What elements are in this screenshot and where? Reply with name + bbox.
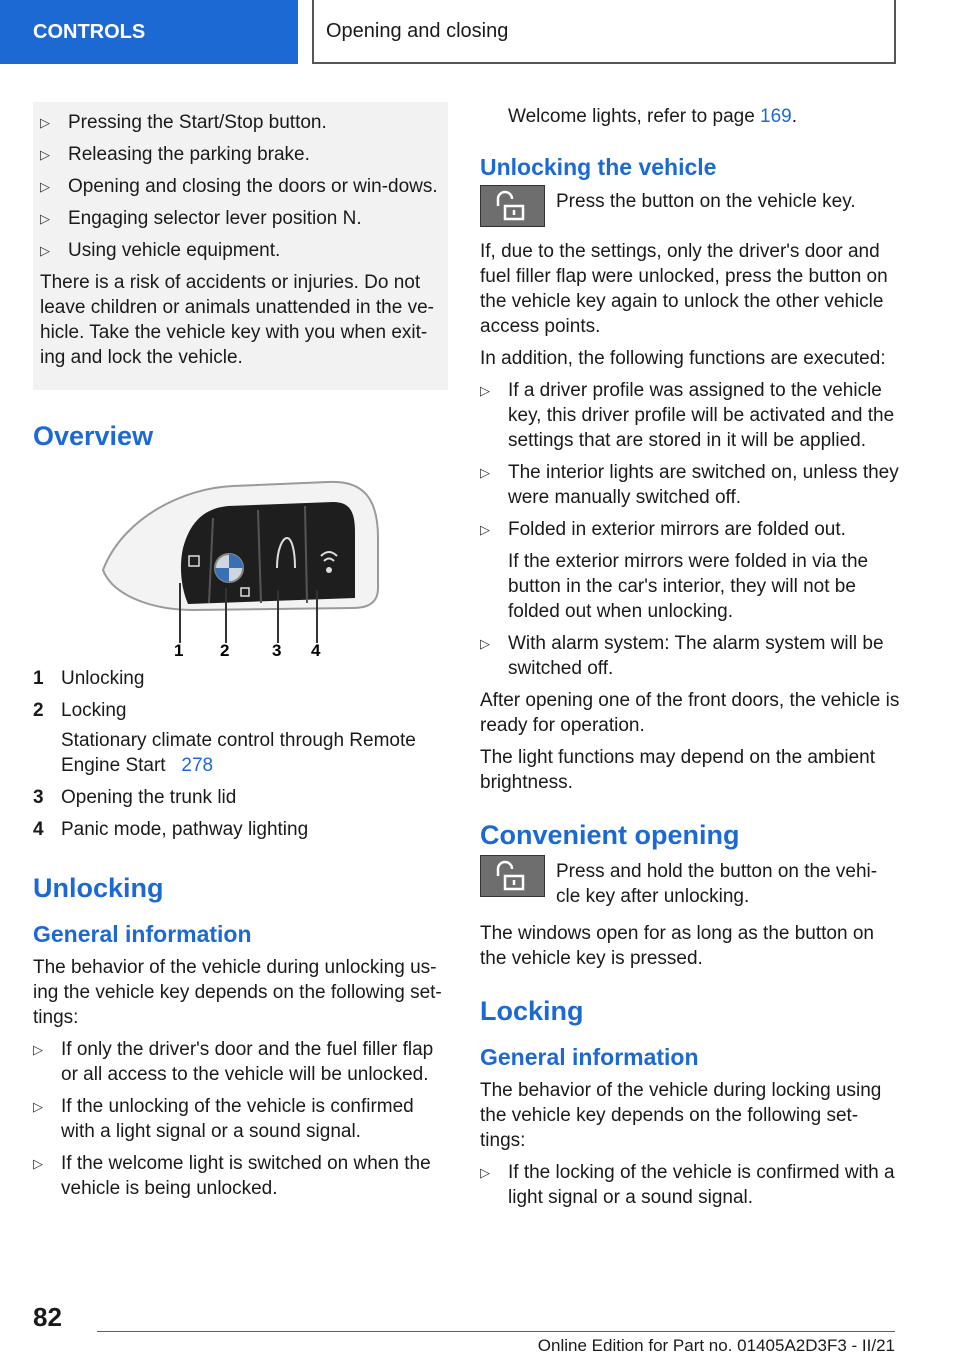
triangle-right-icon: ▷ [480, 522, 490, 537]
left-column [33, 102, 448, 1208]
triangle-right-icon: ▷ [40, 147, 50, 162]
unlock-icon [480, 855, 545, 897]
warning-list [40, 110, 440, 263]
locking-heading: Locking [480, 996, 584, 1026]
section-label: CONTROLS [33, 20, 146, 43]
key-legend [33, 666, 448, 842]
locking-info-heading: General information [480, 1044, 699, 1070]
page-number: 82 [33, 1302, 62, 1332]
legend-item: 3 Opening the trunk lid [33, 787, 237, 808]
list-item: ▷ If only the driver's door and the fuel filler flap or all access to the vehicle will be unlocked. [33, 1039, 434, 1085]
section-tab [0, 0, 298, 64]
convenient-instruction [480, 859, 900, 909]
key-label-2: 2 [220, 641, 230, 658]
vehicle-key-illustration [33, 478, 448, 658]
triangle-right-icon: ▷ [480, 636, 490, 651]
warning-box [33, 102, 448, 390]
right-column [480, 102, 900, 1217]
unlocking-heading: Unlocking [33, 873, 164, 903]
locking-info-text: The behavior of the vehicle during locking using the vehicle key depends on the following set-tings: [480, 1080, 882, 1151]
list-item: ▷ With alarm system: The alarm system will be switched off. [480, 633, 884, 679]
triangle-right-icon: ▷ [480, 383, 490, 398]
unlocking-vehicle-heading: Unlocking the vehicle [480, 154, 717, 180]
key-label-3: 3 [272, 641, 282, 658]
welcome-lights-ref: Welcome lights, refer to page 169. [508, 106, 798, 127]
list-item: ▷ Engaging selector lever position N. [40, 208, 362, 229]
after-opening-text: After opening one of the front doors, the vehicle is ready for operation. [480, 690, 900, 736]
triangle-right-icon: ▷ [33, 1042, 43, 1057]
triangle-right-icon: ▷ [33, 1156, 43, 1171]
chapter-title-bar [312, 0, 896, 64]
locking-list [480, 1160, 900, 1210]
chapter-title: Opening and closing [326, 19, 509, 42]
legend-subtext: Stationary climate control through Remote Engine Start 278 [61, 730, 416, 776]
general-info-text: The behavior of the vehicle during unlocking us-ing the vehicle key depends on the following set-tings: [33, 957, 442, 1028]
triangle-right-icon: ▷ [40, 115, 50, 130]
triangle-right-icon: ▷ [40, 243, 50, 258]
list-item: ▷ Using vehicle equipment. [40, 240, 281, 261]
triangle-right-icon: ▷ [40, 211, 50, 226]
list-item: ▷ If the welcome light is switched on when the vehicle is being unlocked. [33, 1153, 431, 1199]
list-item: ▷ Releasing the parking brake. [40, 144, 310, 165]
general-info-heading: General information [33, 921, 252, 947]
key-label-1: 1 [174, 641, 184, 658]
list-item: ▷ If the unlocking of the vehicle is confirmed with a light signal or a sound signal. [33, 1096, 414, 1142]
list-item: ▷ Folded in exterior mirrors are folded out. If the exterior mirrors were folded in via the button in the car's interior, they will not be folded out when unlocking. [480, 517, 900, 624]
footer-edition: Online Edition for Part no. 01405A2D3F3 - II/21 [537, 1336, 895, 1355]
page-reference-link[interactable]: 169 [760, 106, 792, 127]
unlock-press-text: Press the button on the vehicle key. [556, 191, 856, 212]
mirrors-subtext: If the exterior mirrors were folded in via the button in the car's interior, they will not be folded out when unlocking. [508, 551, 869, 622]
page-reference-link[interactable]: 278 [181, 755, 214, 776]
footer-divider [97, 1331, 895, 1332]
convenient-opening-heading: Convenient opening [480, 820, 740, 850]
light-functions-text: The light functions may depend on the ambient brightness. [480, 747, 876, 793]
convenient-press-text: Press and hold the button on the vehi-cle key after unlocking. [556, 861, 878, 907]
list-item: ▷ If the locking of the vehicle is confirmed with a light signal or a sound signal. [480, 1162, 895, 1208]
legend-item: 4 Panic mode, pathway lighting [33, 819, 309, 840]
unlock-functions-list [480, 378, 900, 681]
list-item: ▷ If a driver profile was assigned to the vehicle key, this driver profile will be activated and the settings that are stored in it will be applied. [480, 380, 895, 451]
list-item: ▷ Opening and closing the doors or win-dows. [40, 176, 438, 197]
key-label-4: 4 [311, 641, 321, 658]
legend-item: 2 Locking [33, 700, 127, 721]
legend-item: 1 Unlocking [33, 668, 145, 689]
warning-text: There is a risk of accidents or injuries. Do not leave children or animals unattended in the ve-hicle. Take the vehicle key with you when exit-ing and lock the vehicle. [40, 272, 434, 368]
triangle-right-icon: ▷ [40, 179, 50, 194]
unlock-icon [480, 185, 545, 227]
windows-text: The windows open for as long as the button on the vehicle key is pressed. [480, 923, 874, 969]
triangle-right-icon: ▷ [480, 465, 490, 480]
unlock-functions-intro: In addition, the following functions are executed: [480, 348, 886, 369]
list-item: ▷ The interior lights are switched on, unless they were manually switched off. [480, 462, 899, 508]
unlock-instruction [480, 189, 900, 227]
triangle-right-icon: ▷ [33, 1099, 43, 1114]
list-item: ▷ Pressing the Start/Stop button. [40, 112, 327, 133]
overview-heading: Overview [33, 421, 154, 451]
triangle-right-icon: ▷ [480, 1165, 490, 1180]
unlock-paragraph: If, due to the settings, only the driver's door and fuel filler flap were unlocked, press the button on the vehicle key again to unlock the other vehicle access points. [480, 241, 888, 337]
general-info-list [33, 1037, 448, 1201]
